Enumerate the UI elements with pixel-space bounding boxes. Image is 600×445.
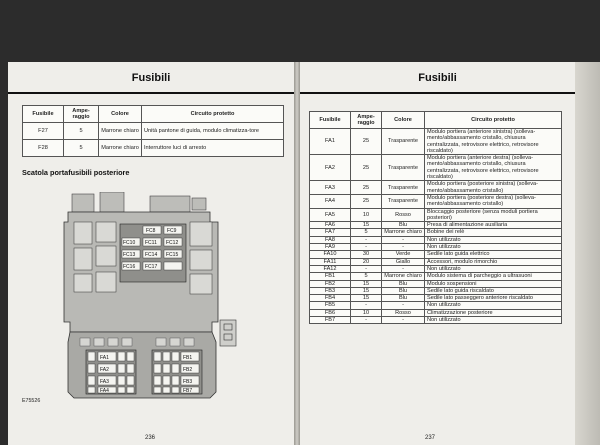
color-cell: Rosso [382,208,425,222]
fuse-cell: FA4 [310,194,351,208]
table-row [310,258,562,265]
fuse-label: FC15 [166,252,179,258]
fuse-label: FC14 [145,252,158,258]
circuit-cell: Modulo sospensioni [425,280,562,287]
circuit-cell: Non utilizzato [425,302,562,309]
fuse-label: FA4 [100,388,109,394]
fuse-label: FC9 [167,228,177,234]
circuit-cell: Modulo portiera (posteriore destra) (solleva-mento/abbassamento cristallo) [425,194,562,208]
circuit-cell: Modulo portiera (posteriore sinistra) (solleva-mento/abbassamento cristallo) [425,181,562,195]
fuse-cell: FA2 [310,155,351,181]
circuit-cell: Modulo portiera (anteriore destra) (solleva-mento/abbassamento cristallo, chiusura centralizzata, retrovisore elettrico, retrovisore riscaldato) [425,155,562,181]
table-row [310,280,562,287]
circuit-cell: Unità pantone di guida, modulo climatizza-tore [142,123,284,140]
amperage-cell: 15 [351,295,382,302]
left-page [8,62,294,445]
amperage-cell: 15 [351,222,382,229]
fuse-cell: FA8 [310,236,351,243]
table-row [310,287,562,294]
left-fuse-table [22,105,284,157]
fuse-label: FC11 [145,240,157,246]
header-amperage: Ampe-raggio [64,106,99,123]
amperage-cell: 15 [351,287,382,294]
amperage-cell: 25 [351,155,382,181]
table-row [310,273,562,280]
circuit-cell: Bloccaggio posteriore (senza moduli portiera posteriori) [425,208,562,222]
fuse-label: FB7 [183,388,193,394]
color-cell: Blu [382,280,425,287]
right-page [300,62,575,445]
table-row [310,309,562,316]
amperage-cell: 5 [351,229,382,236]
table-row [23,140,284,157]
header-amperage: Ampe-raggio [351,112,382,129]
fuse-cell: FB1 [310,273,351,280]
fuse-label: FB2 [183,367,193,373]
page-edge [575,62,600,445]
amperage-cell: - [351,265,382,272]
fuse-cell: FA10 [310,251,351,258]
fuse-label: FB1 [183,355,193,361]
fuse-label: FA2 [100,367,109,373]
circuit-cell: Sedile lato guida riscaldato [425,287,562,294]
table-row [310,251,562,258]
amperage-cell: - [351,244,382,251]
table-row [310,181,562,195]
table-header-row [23,106,284,123]
fuse-label: FA1 [100,355,109,361]
figure-code: E75526 [22,398,41,404]
fuse-label: FC17 [145,264,158,270]
color-cell: Blu [382,295,425,302]
left-title-bar [8,62,294,94]
amperage-cell: 25 [351,181,382,195]
circuit-cell: Presa di alimentazione ausiliaria [425,222,562,229]
table-row [310,222,562,229]
table-row [310,236,562,243]
table-row [310,208,562,222]
section-subtitle: Scatola portafusibili posteriore [22,168,130,177]
header-fuse: Fusibile [310,112,351,129]
color-cell: Blu [382,287,425,294]
table-row [310,129,562,155]
fuse-cell: FA1 [310,129,351,155]
amperage-cell: 20 [351,258,382,265]
table-row [310,155,562,181]
table-row [310,317,562,324]
circuit-cell: Interruttore luci di arresto [142,140,284,157]
amperage-cell: 30 [351,251,382,258]
color-cell: Marrone chiaro [99,123,142,140]
circuit-cell: Non utilizzato [425,265,562,272]
fuse-cell: FA9 [310,244,351,251]
fuse-cell: FB2 [310,280,351,287]
amperage-cell: 15 [351,280,382,287]
table-row [310,194,562,208]
right-fuse-table [309,111,562,324]
circuit-cell: Sedile lato guida elettrico [425,251,562,258]
header-circuit: Circuito protetto [142,106,284,123]
fuse-cell: FB6 [310,309,351,316]
fuse-label: FC8 [146,228,156,234]
amperage-cell: 25 [351,129,382,155]
fuse-cell: FA11 [310,258,351,265]
fuse-label: FA3 [100,379,109,385]
amperage-cell: 10 [351,309,382,316]
left-page-title: Fusibili [131,72,171,84]
color-cell: Rosso [382,309,425,316]
header-fuse: Fusibile [23,106,64,123]
table-row [310,302,562,309]
circuit-cell: Non utilizzato [425,236,562,243]
header-color: Colore [382,112,425,129]
circuit-cell: Modulo portiera (anteriore sinistra) (solleva-mento/abbassamento cristallo, chiusura centralizzata, retrovisore elettrico, retrovisore riscaldato) [425,129,562,155]
fuse-cell: FB7 [310,317,351,324]
color-cell: - [382,302,425,309]
right-page-number: 237 [425,435,436,441]
amperage-cell: 5 [64,140,99,157]
amperage-cell: - [351,302,382,309]
fuse-cell: FB3 [310,287,351,294]
fuse-cell: FA12 [310,265,351,272]
circuit-cell: Modulo sistema di parcheggio a ultrasuoni [425,273,562,280]
table-header-row [310,112,562,129]
amperage-cell: 25 [351,194,382,208]
fuse-label: FB3 [183,379,193,385]
fuse-cell: FA6 [310,222,351,229]
table-row [310,244,562,251]
fuse-box-diagram [60,192,245,402]
fuse-label: FC16 [123,264,136,270]
table-row [310,265,562,272]
table-row [23,123,284,140]
amperage-cell: 5 [64,123,99,140]
table-row [310,295,562,302]
color-cell: Trasparente [382,194,425,208]
fuse-label: FC12 [166,240,179,246]
color-cell: Marrone chiaro [382,273,425,280]
color-cell: Marrone chiaro [99,140,142,157]
color-cell: - [382,265,425,272]
circuit-cell: Non utilizzato [425,317,562,324]
fuse-cell: FA5 [310,208,351,222]
color-cell: Trasparente [382,155,425,181]
left-page-number: 236 [145,435,156,441]
color-cell: Trasparente [382,129,425,155]
color-cell: - [382,317,425,324]
right-title-bar [300,62,575,94]
color-cell: Trasparente [382,181,425,195]
circuit-cell: Sedile lato passeggero anteriore riscaldato [425,295,562,302]
color-cell: Marrone chiaro [382,229,425,236]
fuse-cell: FB5 [310,302,351,309]
header-circuit: Circuito protetto [425,112,562,129]
color-cell: - [382,244,425,251]
fuse-cell: FA7 [310,229,351,236]
fuse-cell: F28 [23,140,64,157]
right-page-title: Fusibili [418,72,457,84]
right-table-body [310,129,562,324]
amperage-cell: - [351,317,382,324]
color-cell: Blu [382,222,425,229]
color-cell: Giallo [382,258,425,265]
circuit-cell: Non utilizzato [425,244,562,251]
amperage-cell: 5 [351,273,382,280]
fuse-label: FC10 [123,240,136,246]
fuse-cell: F27 [23,123,64,140]
color-cell: Verde [382,251,425,258]
fuse-cell: FB4 [310,295,351,302]
amperage-cell: - [351,236,382,243]
fuse-cell: FA3 [310,181,351,195]
circuit-cell: Climatizzazione posteriore [425,309,562,316]
header-color: Colore [99,106,142,123]
color-cell: - [382,236,425,243]
circuit-cell: Accessori, modulo rimorchio [425,258,562,265]
circuit-cell: Bobine dei relè [425,229,562,236]
fuse-label: FC13 [123,252,136,258]
amperage-cell: 10 [351,208,382,222]
table-row [310,229,562,236]
